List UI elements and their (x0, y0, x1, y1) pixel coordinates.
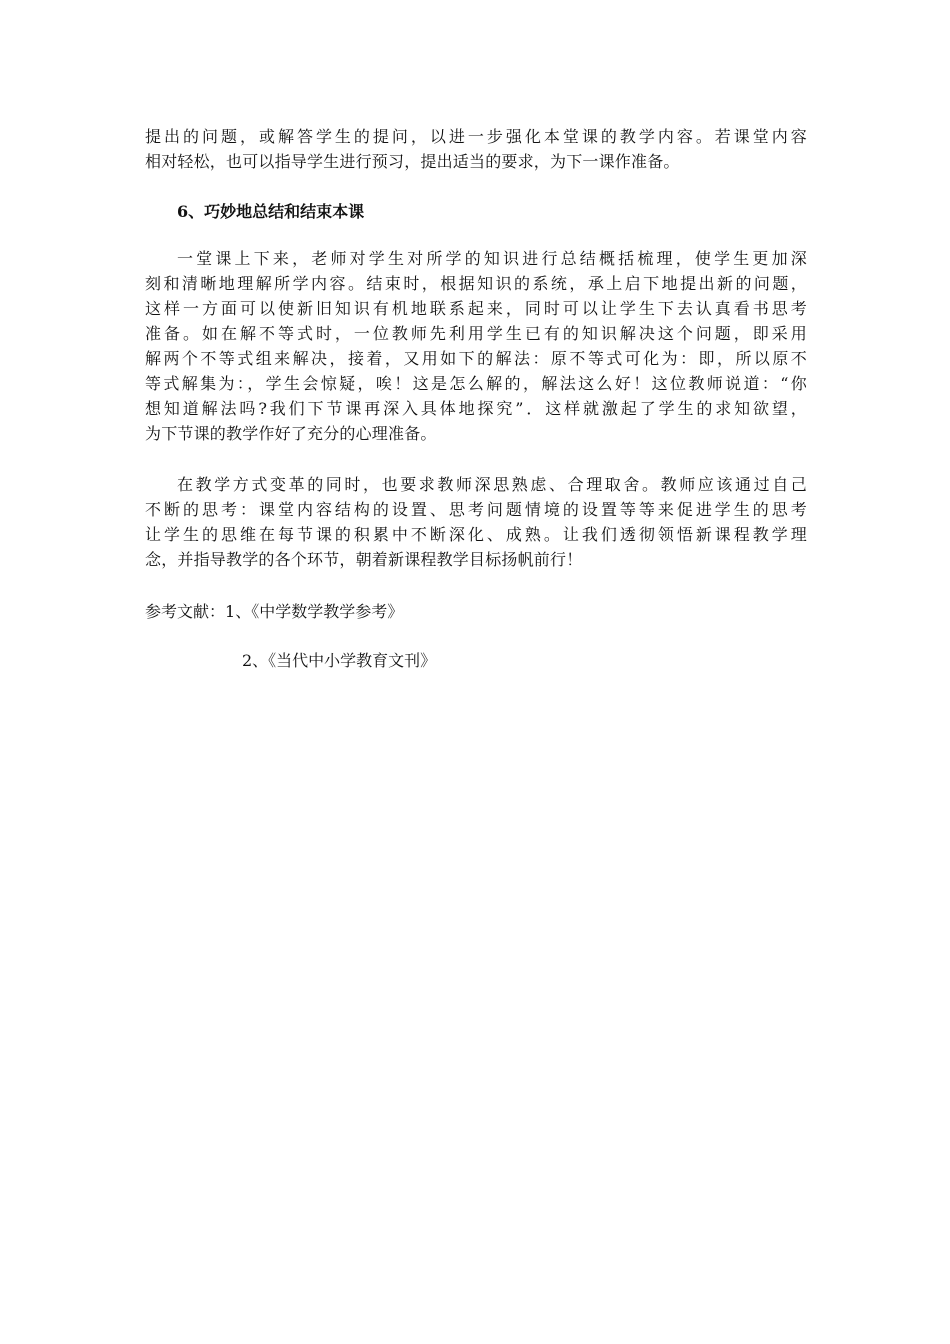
paragraph-3-line: 让学生的思维在每节课的积累中不断深化、成熟。让我们透彻领悟新课程教学理 (145, 525, 807, 544)
paragraph-2-line: 想知道解法吗?我们下节课再深入具体地探究”．这样就激起了学生的求知欲望， (145, 399, 807, 418)
paragraph-3-line: 念，并指导教学的各个环节，朝着新课程教学目标扬帆前行！ (145, 550, 583, 569)
paragraph-3-line-text: 在教学方式变革的同时，也要求教师深思熟虑、合理取舍。教师应该通过自己 (177, 475, 807, 494)
paragraph-1 (145, 124, 807, 174)
paragraph-3 (145, 472, 807, 572)
reference-item: 2、《当代中小学教育文刊》 (242, 651, 437, 670)
paragraph-2 (145, 246, 807, 446)
paragraph-2-line: 为下节课的教学作好了充分的心理准备。 (145, 424, 437, 443)
paragraph-2-line-text: 一堂课上下来，老师对学生对所学的知识进行总结概括梳理，使学生更加深 (177, 249, 807, 268)
reference-item: 1、《中学数学教学参考》 (225, 602, 404, 621)
paragraph-2-line (145, 246, 807, 271)
references-label: 参考文献： (145, 602, 226, 621)
paragraph-3-line: 不断的思考：课堂内容结构的设置、思考问题情境的设置等等来促进学生的思考 (145, 500, 807, 519)
paragraph-1-line: 提出的问题，或解答学生的提问，以进一步强化本堂课的教学内容。若课堂内容 (145, 127, 807, 146)
paragraph-3-line (145, 472, 807, 497)
paragraph-2-line: 这样一方面可以使新旧知识有机地联系起来，同时可以让学生下去认真看书思考 (145, 299, 807, 318)
paragraph-1-line: 相对轻松，也可以指导学生进行预习，提出适当的要求，为下一课作准备。 (145, 152, 680, 171)
paragraph-2-line: 准备。如在解不等式时，一位教师先利用学生已有的知识解决这个问题，即采用 (145, 324, 807, 343)
paragraph-2-line: 刻和清晰地理解所学内容。结束时，根据知识的系统，承上启下地提出新的问题， (145, 274, 807, 293)
paragraph-2-line: 等式解集为：，学生会惊疑，唉！这是怎么解的，解法这么好！这位教师说道：“你 (145, 374, 807, 393)
references (145, 599, 403, 624)
section-heading: 6、巧妙地总结和结束本课 (177, 202, 365, 221)
paragraph-2-line: 解两个不等式组来解决，接着，又用如下的解法：原不等式可化为：即，所以原不 (145, 349, 807, 368)
